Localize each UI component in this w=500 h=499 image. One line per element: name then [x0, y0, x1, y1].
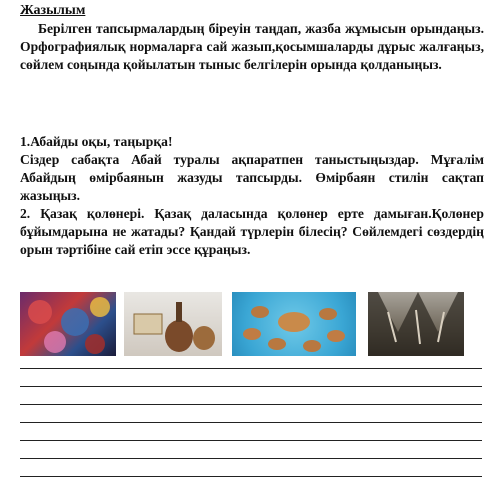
answer-line — [20, 476, 482, 477]
textile-pattern-icon — [20, 292, 116, 356]
section-heading: Жазылым — [20, 3, 86, 18]
answer-line — [20, 386, 482, 387]
task-2-text — [20, 205, 484, 259]
answer-line — [20, 458, 482, 459]
dishes-icon — [232, 292, 356, 356]
answer-line — [20, 404, 482, 405]
task-1-body: Сіздер сабақта Абай туралы ақпаратпен таныстыңыздар. Мұғалім Абайдың өмірбаянын жазуды тапсырды. Өмірбаян стилін сақтап жазыңыз. — [20, 152, 484, 203]
pottery-icon — [124, 292, 222, 356]
task-2-body: Қазақ даласында қолөнер ерте дамыған.Қолөнер бұйымдарына не жатады? Қандай түрлерін білесің? Сөйлемдегі сөздердің орын тәртібіне сай етіп эссе құраңыз. — [20, 206, 484, 257]
carved-dombra-photo — [368, 292, 464, 356]
embroidered-textiles-photo — [20, 292, 116, 356]
dombra-icon — [368, 292, 464, 356]
instruction-text: Берілген тапсырмалардың біреуін таңдап, жазба жұмысын орындаңыз. Орфографиялық нормаларға сай жазып,қосымшаларды дұрыс жалғаңыз, сөйлем соңында қойылатын тыныс белгілерін орында қолданыңыз. — [20, 21, 484, 72]
craft-images-row — [20, 292, 440, 356]
answer-line — [20, 440, 482, 441]
task-list — [20, 133, 484, 259]
wooden-dishes-photo — [232, 292, 356, 356]
answer-line — [20, 368, 482, 369]
clay-pottery-photo — [124, 292, 222, 356]
task-1-title: 1.Абайды оқы, таңырқа! — [20, 134, 173, 149]
answer-line — [20, 422, 482, 423]
task-2-title: 2. Қазақ қолөнері. — [20, 206, 145, 221]
